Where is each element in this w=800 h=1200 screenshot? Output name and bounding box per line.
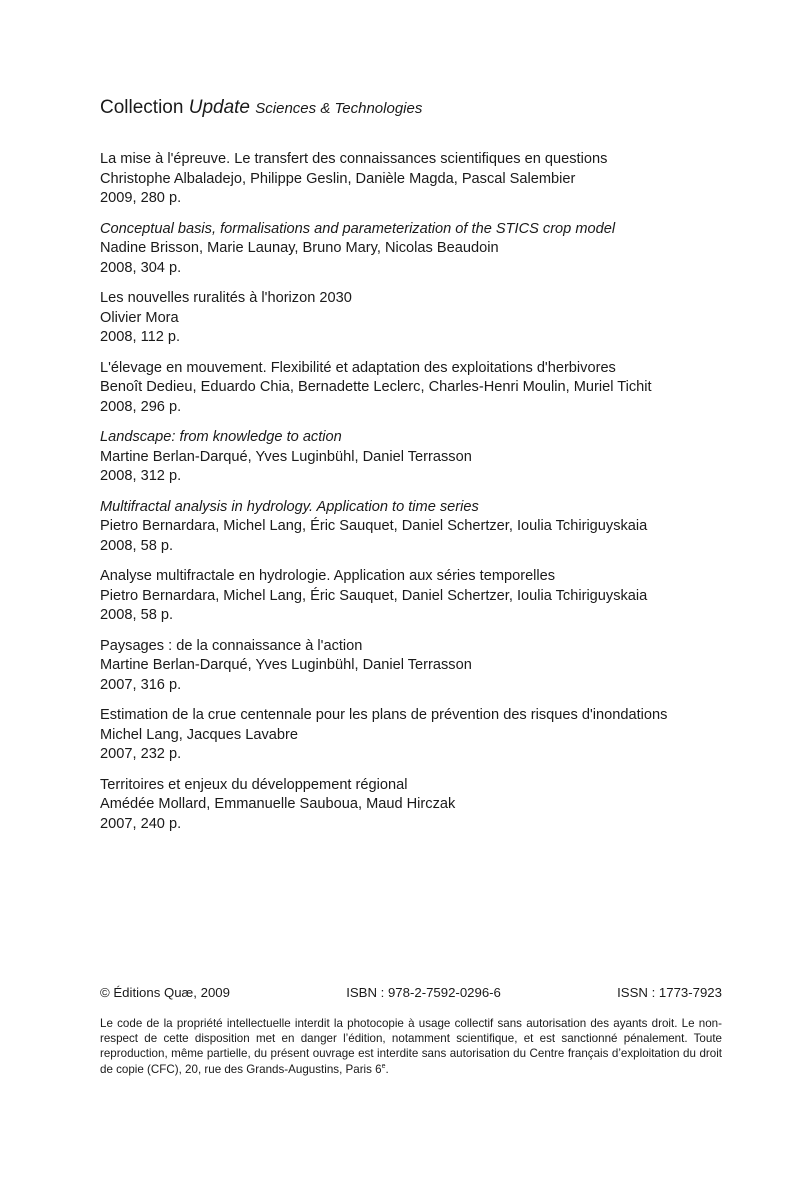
book-entry xyxy=(100,498,760,557)
book-info: 2008, 112 p. xyxy=(100,329,181,345)
book-entry xyxy=(100,428,760,487)
legal-notice-end: . xyxy=(385,1062,389,1076)
book-entry xyxy=(100,289,760,348)
book-entry xyxy=(100,220,760,279)
book-authors: Martine Berlan-Darqué, Yves Luginbühl, Daniel Terrasson xyxy=(100,448,472,465)
book-info: 2007, 316 p. xyxy=(100,676,182,693)
book-authors: Nadine Brisson, Marie Launay, Bruno Mary, Nicolas Beaudoin xyxy=(100,240,499,256)
book-info: 2007, 232 p. xyxy=(100,746,182,762)
book-authors: Pietro Bernardara, Michel Lang, Éric Sauquet, Daniel Schertzer, Ioulia Tchiriguyskaia xyxy=(100,518,648,534)
book-info: 2008, 296 p. xyxy=(100,398,182,415)
book-authors: Christophe Albaladejo, Philippe Geslin, Danièle Magda, Pascal Salembier xyxy=(100,170,576,187)
collection-series: Update xyxy=(188,97,250,118)
legal-notice xyxy=(100,1016,722,1077)
book-title: La mise à l'épreuve. Le transfert des connaissances scientifiques en questions xyxy=(100,151,608,167)
collection-subtitle: Sciences & Technologies xyxy=(255,100,423,117)
book-info: 2008, 58 p. xyxy=(100,607,174,623)
book-entry xyxy=(100,359,760,418)
book-entry xyxy=(100,567,760,626)
book-info: 2008, 58 p. xyxy=(100,537,174,554)
collection-prefix: Collection xyxy=(100,97,184,118)
book-title: Landscape: from knowledge to action xyxy=(100,429,342,445)
copyright-text: © Éditions Quæ, 2009 xyxy=(100,985,230,1000)
book-title: L'élevage en mouvement. Flexibilité et adaptation des exploitations d'herbivores xyxy=(100,359,616,376)
book-title: Multifractal analysis in hydrology. Application to time series xyxy=(100,498,479,515)
book-info: 2007, 240 p. xyxy=(100,815,182,832)
book-authors: Amédée Mollard, Emmanuelle Sauboua, Maud Hirczak xyxy=(100,796,456,812)
legal-notice-superscript: e xyxy=(381,1062,386,1070)
book-title: Conceptual basis, formalisations and parameterization of the STICS crop model xyxy=(100,220,616,237)
book-title: Les nouvelles ruralités à l'horizon 2030 xyxy=(100,290,352,306)
book-authors: Pietro Bernardara, Michel Lang, Éric Sauquet, Daniel Schertzer, Ioulia Tchiriguyskaia xyxy=(100,587,648,604)
book-title: Estimation de la crue centennale pour les plans de prévention des risques d'inondations xyxy=(100,707,668,723)
book-title: Territoires et enjeux du développement régional xyxy=(100,776,408,793)
collection-heading xyxy=(100,97,422,119)
publication-info xyxy=(100,985,722,1000)
book-entry xyxy=(100,150,760,209)
book-info: 2008, 312 p. xyxy=(100,468,182,484)
book-entry xyxy=(100,637,760,696)
book-title: Paysages : de la connaissance à l'action xyxy=(100,637,363,654)
book-list xyxy=(100,150,760,845)
book-authors: Olivier Mora xyxy=(100,309,179,326)
isbn-text: ISBN : 978-2-7592-0296-6 xyxy=(346,985,501,1000)
book-title: Analyse multifractale en hydrologie. Application aux séries temporelles xyxy=(100,568,556,584)
book-info: 2009, 280 p. xyxy=(100,190,182,206)
legal-notice-text: Le code de la propriété intellectuelle interdit la photocopie à usage collectif sans autorisation des ayants droit. Le non-respect de cette disposition met en danger l’édition, notamment scientifique, et est sanctionné pénalement. Toute reproduction, même partielle, du présent ouvrage est interdite sans autorisation du Centre français d’exploitation du droit de copie (CFC), 20, rue des Grands-Augustins, Paris 6 xyxy=(100,1017,722,1076)
book-info: 2008, 304 p. xyxy=(100,259,182,276)
issn-text: ISSN : 1773-7923 xyxy=(617,985,722,1000)
book-entry xyxy=(100,706,760,765)
book-authors: Martine Berlan-Darqué, Yves Luginbühl, Daniel Terrasson xyxy=(100,657,472,673)
book-entry xyxy=(100,776,760,835)
book-authors: Michel Lang, Jacques Lavabre xyxy=(100,726,298,743)
book-authors: Benoît Dedieu, Eduardo Chia, Bernadette Leclerc, Charles-Henri Moulin, Muriel Tichit xyxy=(100,379,652,395)
